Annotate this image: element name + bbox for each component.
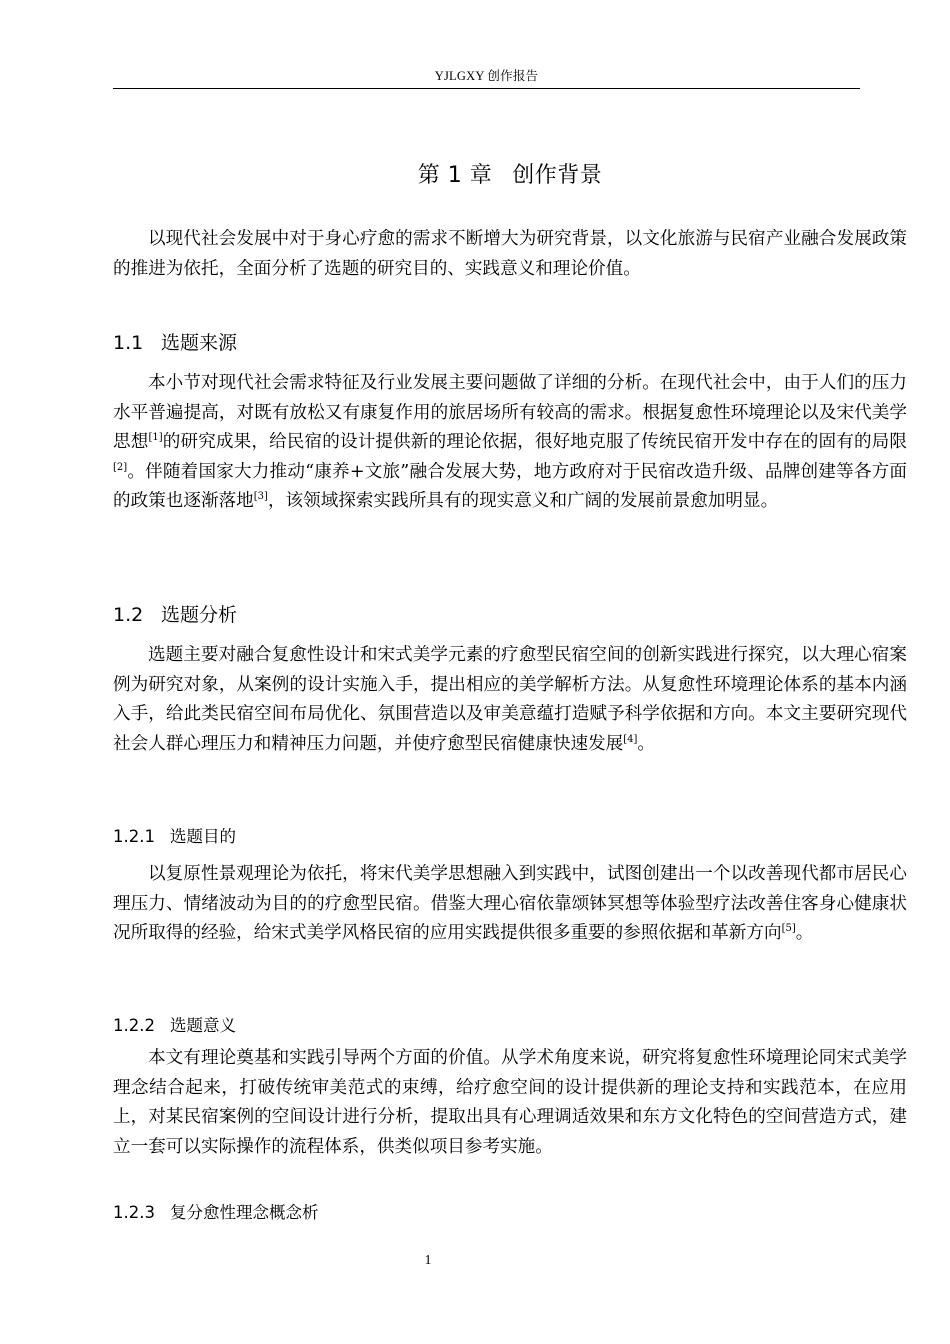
section-title: 选题分析	[161, 604, 238, 626]
text-run: 的研究成果，给民宿的设计提供新的理论依据，很好地克服了传统民宿开发中存在的固有的局限	[162, 432, 907, 453]
text-run: 。	[795, 923, 814, 944]
header-divider	[113, 88, 860, 89]
section-1-2-paragraph	[113, 641, 907, 759]
citation-ref[interactable]: [2]	[113, 461, 128, 473]
section-1-1-paragraph	[113, 369, 907, 517]
section-title: 选题意义	[170, 1016, 236, 1035]
section-number: 1.2.2	[113, 1016, 155, 1035]
section-number: 1.2.3	[113, 1203, 155, 1222]
text-run: ，该领域探索实践所具有的现实意义和广阔的发展前景愈加明显。	[267, 491, 779, 512]
section-title: 选题来源	[161, 332, 238, 354]
text-run: 。伴随着国家大力推动“康养+文旅”融合发展大势，地方政府对于民宿改造升级、品牌创建等各方面的政策也逐渐落地	[113, 461, 907, 512]
section-title: 复分愈性理念概念析	[170, 1203, 319, 1222]
section-number: 1.2.1	[113, 827, 155, 846]
subsection-heading-1-2-3	[113, 1199, 319, 1223]
section-heading-1-1	[113, 328, 237, 355]
section-title: 选题目的	[170, 827, 236, 846]
subsection-heading-1-2-1	[113, 823, 236, 847]
header-title: YJLGXY 创作报告	[434, 69, 539, 83]
chapter-name: 创作背景	[512, 163, 603, 188]
text-run: 。	[637, 733, 656, 754]
citation-ref[interactable]: [5]	[781, 923, 796, 935]
section-1-2-1-paragraph	[113, 860, 907, 949]
text-run: 以复原性景观理论为依托，将宋代美学思想融入到实践中，试图创建出一个以改善现代都市居民心理压力、情绪波动为目的的疗愈型民宿。借鉴大理心宿依靠颂钵冥想等体验型疗法改善住客身心健康状况所取得的经验，给宋式美学风格民宿的应用实践提供很多重要的参照依据和革新方向	[113, 864, 907, 944]
subsection-heading-1-2-2	[113, 1012, 236, 1036]
citation-ref[interactable]: [3]	[253, 491, 268, 503]
page-number: 1	[424, 1253, 432, 1268]
chapter-number: 第 1 章	[417, 163, 493, 188]
section-number: 1.1	[113, 332, 144, 354]
section-1-2-2-paragraph: 本文有理论奠基和实践引导两个方面的价值。从学术角度来说，研究将复愈性环境理论同宋式美学理念结合起来，打破传统审美范式的束缚，给疗愈空间的设计提供新的理论支持和实践范本，在应用上，对某民宿案例的空间设计进行分析，提取出具有心理调适效果和东方文化特色的空间营造方式，建立一套可以实际操作的流程体系，供类似项目参考实施。	[113, 1048, 907, 1157]
citation-ref[interactable]: [1]	[148, 432, 163, 444]
text-run: 选题主要对融合复愈性设计和宋式美学元素的疗愈型民宿空间的创新实践进行探究，以大理心宿案例为研究对象，从案例的设计实施入手，提出相应的美学解析方法。从复愈性环境理论体系的基本内涵入手，给此类民宿空间布局优化、氛围营造以及审美意蕴打造赋予科学依据和方向。本文主要研究现代社会人群心理压力和精神压力问题，并使疗愈型民宿健康快速发展	[113, 645, 907, 754]
chapter-title	[113, 158, 907, 189]
section-heading-1-2	[113, 600, 237, 627]
section-number: 1.2	[113, 604, 144, 626]
intro-paragraph: 以现代社会发展中对于身心疗愈的需求不断增大为研究背景，以文化旅游与民宿产业融合发展政策的推进为依托，全面分析了选题的研究目的、实践意义和理论价值。	[113, 229, 907, 279]
citation-ref[interactable]: [4]	[623, 733, 638, 745]
text-run: 本小节对现代社会需求特征及行业发展主要问题做了详细的分析。在现代社会中，由于人们的压力水平普遍提高，对既有放松又有康复作用的旅居场所有较高的需求。根据复愈性环境理论以及宋代美学思想	[113, 373, 907, 453]
